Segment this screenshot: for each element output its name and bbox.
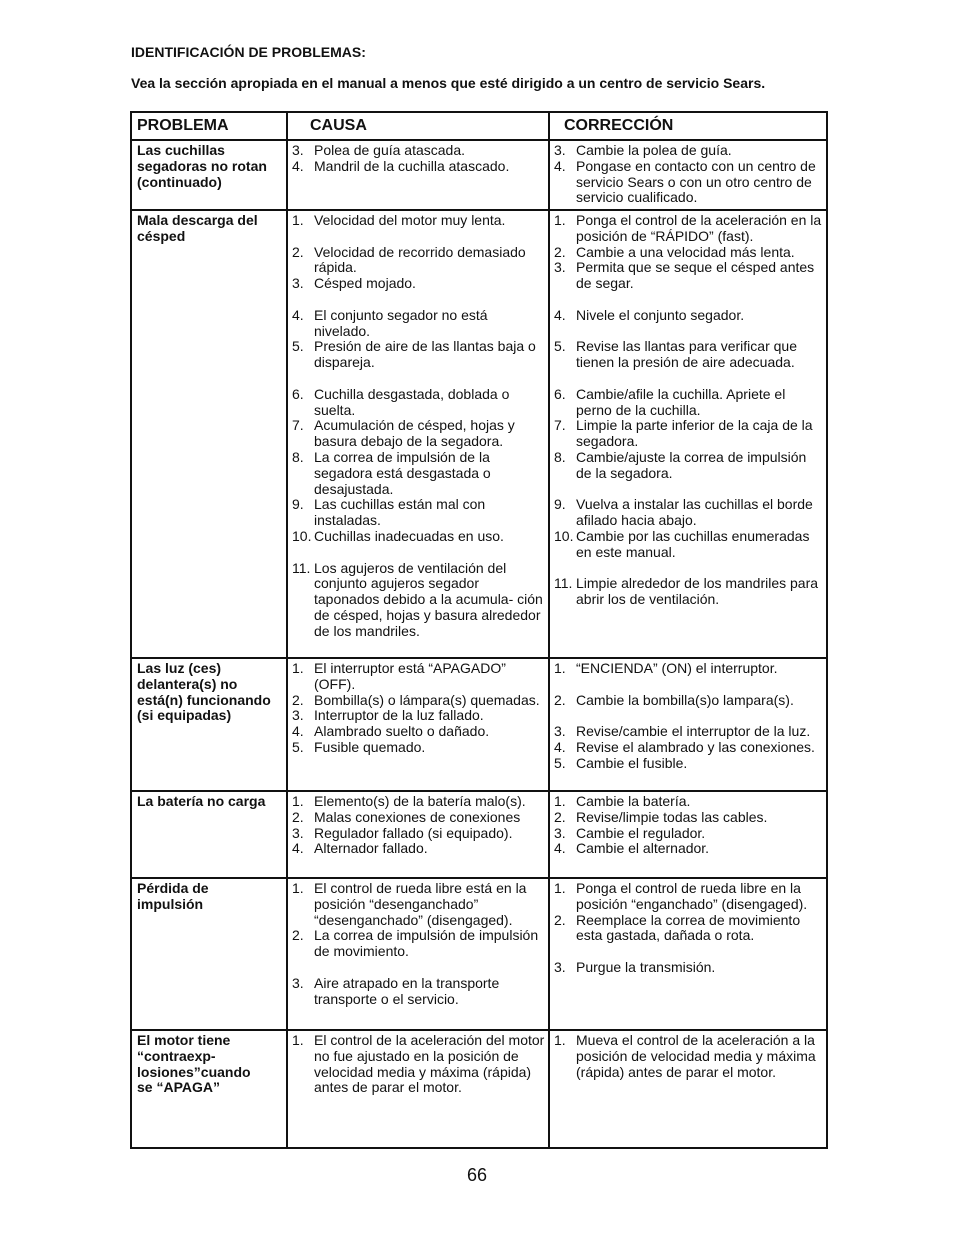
- cause-item: [292, 976, 545, 1008]
- item-number: 4.: [554, 840, 566, 857]
- item-number: 2.: [554, 243, 566, 260]
- item-text: Cuchilla desgastada, doblada o suelta.: [314, 385, 510, 418]
- item-text: Revise las llantas para verificar que tienen la presión de aire adecuada.: [576, 338, 797, 371]
- item-text: El control de la aceleración del motor no fue ajustado en la posición de velocidad media y máxima (rápida) antes de parar el motor.: [314, 1032, 545, 1096]
- item-text: Cambie por las cuchillas enumeradas en este manual.: [576, 527, 810, 560]
- item-number: 5.: [292, 338, 304, 355]
- item-text: Cambie la polea de guía.: [576, 142, 732, 158]
- item-text: El control de rueda libre está en la posición “desenganchado” “desenganchado” (disengaged).: [314, 880, 527, 928]
- item-number: 7.: [292, 417, 304, 434]
- section-instruction: Vea la sección apropiada en el manual a menos que esté dirigido a un centro de servicio Sears.: [131, 75, 766, 91]
- correction-item: [554, 740, 823, 756]
- problem-cell: Mala descarga del césped: [131, 210, 287, 658]
- cause-cell: [287, 878, 549, 1030]
- cause-item: [292, 561, 545, 640]
- correction-item: [554, 387, 823, 419]
- item-number: 5.: [554, 338, 566, 355]
- correction-item: [554, 693, 823, 709]
- cause-item: [292, 276, 545, 292]
- correction-item: [554, 213, 823, 245]
- item-text: La correa de impulsión de impulsión de movimiento.: [314, 927, 539, 960]
- cause-item: [292, 339, 545, 371]
- item-number: 3.: [292, 275, 304, 292]
- item-number: 6.: [292, 385, 304, 402]
- troubleshooting-table: [130, 111, 828, 1149]
- cause-item: [292, 693, 545, 709]
- item-text: Cambie la bombilla(s)o lampara(s).: [576, 691, 794, 708]
- item-text: Cambie el alternador.: [576, 840, 710, 857]
- item-text: Cambie a una velocidad más lenta.: [576, 243, 795, 260]
- item-text: Ponga el control de rueda libre en la posición “enganchado” (disengaged).: [576, 880, 808, 912]
- item-number: 8.: [292, 448, 304, 465]
- item-number: 7.: [554, 417, 566, 434]
- correction-cell: [549, 791, 827, 878]
- problem-cell: Las luz (ces) delantera(s) no está(n) funcionando (si equipadas): [131, 658, 287, 791]
- item-number: 2.: [554, 911, 566, 928]
- correction-item: [554, 418, 823, 450]
- cause-cell-list: [292, 213, 545, 640]
- item-text: Cambie/ajuste la correa de impulsión de la segadora.: [576, 448, 807, 481]
- item-number: 10.: [554, 527, 574, 544]
- item-text: “ENCIENDA” (ON) el interruptor.: [576, 660, 778, 676]
- item-number: 4.: [292, 840, 304, 857]
- item-number: 1.: [292, 660, 304, 676]
- problem-cell: Pérdida de impulsión: [131, 878, 287, 1030]
- item-text: Cambie/afile la cuchilla. Apriete el perno de la cuchilla.: [576, 385, 786, 418]
- cause-cell-list: [292, 794, 545, 857]
- cause-item: [292, 826, 545, 842]
- item-number: 2.: [292, 808, 304, 825]
- item-number: 3.: [554, 958, 566, 975]
- item-text: Aire atrapado en la transporte transporte o el servicio.: [314, 974, 500, 1007]
- item-number: 3.: [292, 142, 304, 158]
- item-text: Velocidad de recorrido demasiado rápida.: [314, 243, 526, 276]
- item-text: Mueva el control de la aceleración a la posición de velocidad media y máxima (rápida) antes de parar el motor.: [576, 1032, 816, 1080]
- cause-item: [292, 418, 545, 450]
- table-row: [131, 878, 827, 1030]
- item-number: 6.: [554, 385, 566, 402]
- cause-item: [292, 245, 545, 277]
- cause-cell: [287, 1030, 549, 1148]
- item-number: 1.: [554, 212, 566, 228]
- correction-cell-list: [554, 1033, 823, 1080]
- item-number: 4.: [292, 157, 304, 174]
- table-row: [131, 791, 827, 878]
- item-text: Reemplace la correa de movimiento esta gastada, dañada o rota.: [576, 911, 801, 944]
- item-text: Acumulación de césped, hojas y basura debajo de la segadora.: [314, 417, 515, 450]
- item-number: 1.: [554, 1032, 566, 1048]
- correction-cell: [549, 140, 827, 210]
- cause-item: [292, 387, 545, 419]
- correction-cell-list: [554, 661, 823, 772]
- item-number: 9.: [554, 496, 566, 513]
- cause-item: [292, 529, 545, 545]
- cause-cell: [287, 140, 549, 210]
- problem-cell: La batería no carga: [131, 791, 287, 878]
- correction-item: [554, 245, 823, 261]
- item-number: 3.: [292, 824, 304, 841]
- item-number: 11.: [292, 559, 311, 576]
- correction-cell-list: [554, 213, 823, 608]
- item-number: 4.: [554, 738, 566, 755]
- item-text: Las cuchillas están mal con instaladas.: [314, 496, 486, 529]
- item-number: 5.: [554, 754, 566, 771]
- item-text: Elemento(s) de la batería malo(s).: [314, 793, 526, 809]
- correction-item: [554, 339, 823, 371]
- cause-item: [292, 661, 545, 693]
- correction-cell: [549, 210, 827, 658]
- item-number: 2.: [292, 243, 304, 260]
- item-number: 2.: [292, 691, 304, 708]
- cause-item: [292, 928, 545, 960]
- item-text: Cambie el regulador.: [576, 824, 706, 841]
- item-number: 8.: [554, 448, 566, 465]
- cause-cell: [287, 791, 549, 878]
- item-text: Purgue la transmisión.: [576, 958, 716, 975]
- correction-item: [554, 576, 823, 608]
- table-row: [131, 1030, 827, 1148]
- correction-item: [554, 159, 823, 206]
- item-text: Pongase en contacto con un centro de servicio Sears o con un otro centro de servicio cualificado.: [576, 157, 816, 206]
- cause-item: [292, 497, 545, 529]
- item-text: El conjunto segador no está nivelado.: [314, 306, 488, 339]
- cause-item: [292, 794, 545, 810]
- problem-cell: El motor tiene “contraexp- losiones”cuando se “APAGA”: [131, 1030, 287, 1148]
- item-number: 1.: [292, 212, 304, 228]
- item-text: Fusible quemado.: [314, 738, 426, 755]
- page-number: 66: [466, 1165, 488, 1185]
- item-text: Permita que se seque el césped antes de segar.: [576, 259, 815, 292]
- cause-item: [292, 1033, 545, 1096]
- item-number: 1.: [554, 793, 566, 809]
- item-text: Bombilla(s) o lámpara(s) quemadas.: [314, 691, 540, 708]
- item-text: Revise/cambie el interruptor de la luz.: [576, 723, 811, 740]
- item-number: 4.: [554, 157, 566, 174]
- item-text: Alambrado suelto o dañado.: [314, 723, 490, 740]
- cause-cell: [287, 658, 549, 791]
- table-row: [131, 140, 827, 210]
- cause-item: [292, 724, 545, 740]
- item-number: 11.: [554, 575, 573, 592]
- item-text: Polea de guía atascada.: [314, 142, 466, 158]
- item-text: Los agujeros de ventilación del conjunto agujeros segador taponados debido a la acumula- ción de césped, hojas y basura alrededor de los mandriles.: [314, 559, 543, 639]
- item-text: El interruptor está “APAGADO” (OFF).: [314, 660, 506, 692]
- item-number: 4.: [292, 723, 304, 740]
- correction-item: [554, 756, 823, 772]
- cause-item: [292, 213, 545, 229]
- correction-item: [554, 497, 823, 529]
- item-text: La correa de impulsión de la segadora está desgastada o desajustada.: [314, 448, 491, 497]
- item-text: Regulador fallado (si equipado).: [314, 824, 513, 841]
- item-text: Alternador fallado.: [314, 840, 428, 857]
- item-text: Cuchillas inadecuadas en uso.: [314, 527, 504, 544]
- cause-item: [292, 708, 545, 724]
- column-header-problem: PROBLEMA: [131, 112, 287, 140]
- item-number: 3.: [554, 723, 566, 740]
- item-text: Presión de aire de las llantas baja o dispareja.: [314, 338, 536, 371]
- cause-item: [292, 308, 545, 340]
- item-text: Limpie la parte inferior de la caja de la segadora.: [576, 417, 813, 450]
- item-text: Cambie el fusible.: [576, 754, 688, 771]
- section-heading: IDENTIFICACIÓN DE PROBLEMAS:: [131, 44, 366, 60]
- correction-item: [554, 308, 823, 324]
- cause-item: [292, 450, 545, 497]
- column-header-correction: CORRECCIÓN: [549, 112, 827, 140]
- cause-cell-list: [292, 661, 545, 756]
- correction-cell: [549, 878, 827, 1030]
- correction-cell-list: [554, 794, 823, 857]
- problem-cell: Las cuchillas segadoras no rotan (continuado): [131, 140, 287, 210]
- cause-item: [292, 881, 545, 928]
- item-text: Césped mojado.: [314, 275, 416, 292]
- correction-item: [554, 841, 823, 857]
- table-row: [131, 210, 827, 658]
- cause-item: [292, 740, 545, 756]
- item-text: Nivele el conjunto segador.: [576, 306, 745, 323]
- item-number: 3.: [292, 974, 304, 991]
- correction-item: [554, 881, 823, 913]
- item-text: Revise/limpie todas las cables.: [576, 808, 768, 825]
- item-text: Ponga el control de la aceleración en la posición de “RÁPIDO” (fast).: [576, 212, 822, 244]
- item-text: Mandril de la cuchilla atascado.: [314, 157, 510, 174]
- cause-cell-list: [292, 143, 545, 175]
- correction-item: [554, 810, 823, 826]
- item-number: 2.: [292, 927, 304, 944]
- item-number: 1.: [554, 880, 566, 896]
- item-text: Vuelva a instalar las cuchillas el borde afilado hacia abajo.: [576, 496, 813, 529]
- item-number: 3.: [554, 142, 566, 158]
- item-text: Revise el alambrado y las conexiones.: [576, 738, 815, 755]
- item-text: Malas conexiones de conexiones: [314, 808, 521, 825]
- correction-item: [554, 913, 823, 945]
- cause-item: [292, 841, 545, 857]
- correction-item: [554, 450, 823, 482]
- item-number: 1.: [292, 793, 304, 809]
- column-header-cause: CAUSA: [287, 112, 549, 140]
- item-text: Interruptor de la luz fallado.: [314, 707, 484, 724]
- correction-item: [554, 724, 823, 740]
- cause-item: [292, 143, 545, 159]
- correction-cell-list: [554, 881, 823, 976]
- item-number: 1.: [292, 880, 304, 896]
- correction-item: [554, 529, 823, 561]
- cause-item: [292, 159, 545, 175]
- correction-item: [554, 661, 823, 677]
- correction-item: [554, 794, 823, 810]
- correction-cell-list: [554, 143, 823, 206]
- correction-item: [554, 260, 823, 292]
- correction-cell: [549, 658, 827, 791]
- correction-cell: [549, 1030, 827, 1148]
- table-header-row: [131, 112, 827, 140]
- cause-cell-list: [292, 1033, 545, 1096]
- cause-cell-list: [292, 881, 545, 1007]
- item-number: 4.: [554, 306, 566, 323]
- correction-item: [554, 960, 823, 976]
- item-number: 1.: [554, 660, 566, 676]
- item-number: 3.: [554, 824, 566, 841]
- item-number: 4.: [292, 306, 304, 323]
- item-number: 2.: [554, 808, 566, 825]
- correction-item: [554, 143, 823, 159]
- correction-item: [554, 826, 823, 842]
- item-text: Limpie alrededor de los mandriles para abrir los de ventilación.: [576, 575, 819, 608]
- cause-item: [292, 810, 545, 826]
- cause-cell: [287, 210, 549, 658]
- item-number: 1.: [292, 1032, 304, 1048]
- item-number: 2.: [554, 691, 566, 708]
- correction-item: [554, 1033, 823, 1080]
- item-text: Velocidad del motor muy lenta.: [314, 212, 506, 228]
- item-number: 3.: [292, 707, 304, 724]
- item-number: 10.: [292, 527, 312, 544]
- table-row: [131, 658, 827, 791]
- item-number: 3.: [554, 259, 566, 276]
- item-number: 5.: [292, 738, 304, 755]
- item-text: Cambie la batería.: [576, 793, 691, 809]
- item-number: 9.: [292, 496, 304, 513]
